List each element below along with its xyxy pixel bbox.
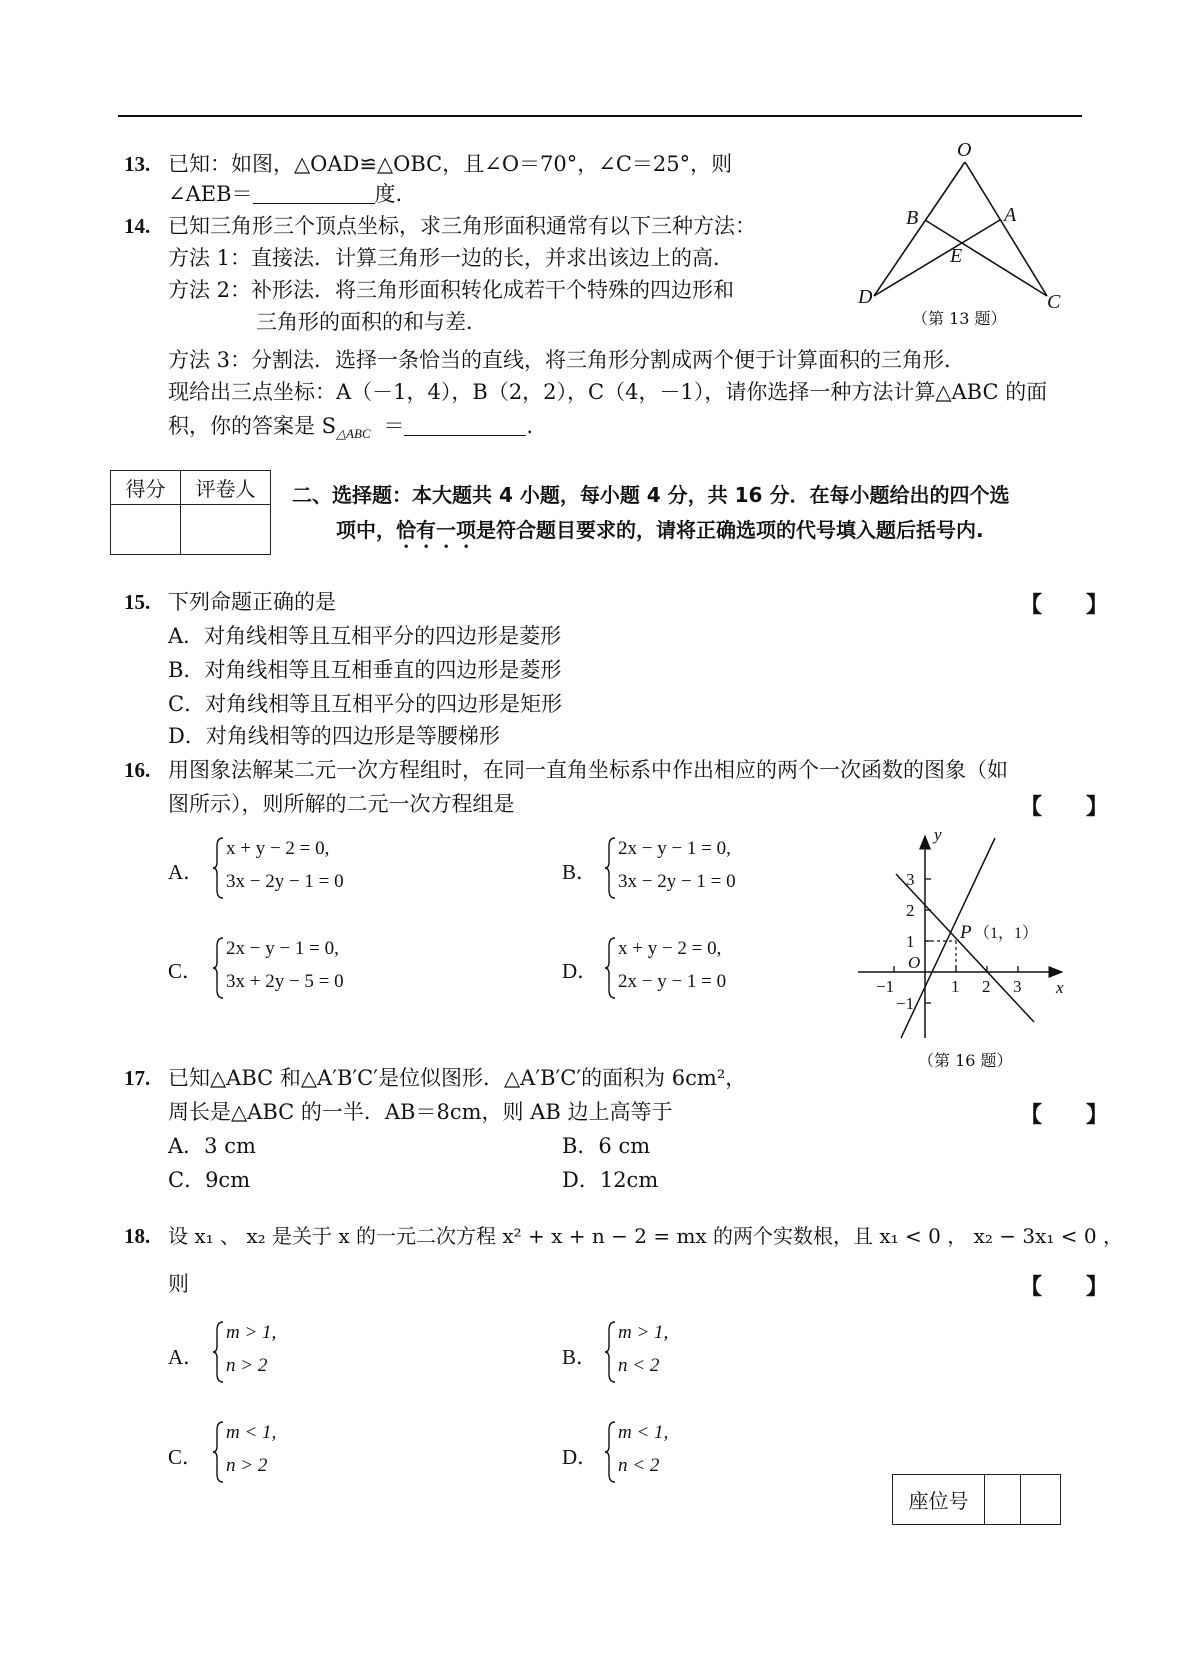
q16-option-d-eq2: 2x − y − 1 = 0 xyxy=(618,971,727,992)
q16-xtick-label-1: 1 xyxy=(951,977,960,996)
q16-option-d-system xyxy=(604,936,774,1000)
q13-number: 13. xyxy=(124,152,151,176)
q13-label-O: O xyxy=(957,140,972,161)
q16-number: 16. xyxy=(124,758,151,782)
q13-label-A: A xyxy=(1004,204,1017,226)
q14-line6-eq: ＝ xyxy=(383,414,405,438)
q13-line2-pre: ∠AEB＝ xyxy=(168,182,253,206)
q18-option-a-label: A． xyxy=(168,1345,205,1369)
q16-option-c-eq2: 3x + 2y − 5 = 0 xyxy=(226,971,344,992)
q16-ytick-label-2: 2 xyxy=(906,901,915,920)
q16-option-b-system xyxy=(604,836,774,900)
section2-line2-a: 项中， xyxy=(336,518,396,542)
q16-ytick-label-neg1: −1 xyxy=(896,994,915,1013)
grader-header: 评卷人 xyxy=(181,471,271,505)
q14-line6-pre: 积，你的答案是 S xyxy=(168,414,337,438)
q13-line1: 已知：如图，△OAD≌△OBC，且∠O＝70°，∠C＝25°，则 xyxy=(168,152,733,176)
q14-line6-sub: △ABC xyxy=(336,426,371,442)
q16-option-a-eq2: 3x − 2y − 1 = 0 xyxy=(226,871,344,892)
q13-line-OD xyxy=(874,162,965,296)
brace-icon xyxy=(604,1320,616,1384)
q13-label-C: C xyxy=(1047,291,1061,313)
q18-option-b-system xyxy=(604,1320,724,1384)
q14-method3: 方法 3：分割法．选择一条恰当的直线，将三角形分割成两个便于计算面积的三角形． xyxy=(168,348,966,372)
q13-answer-blank[interactable] xyxy=(253,182,375,204)
q18-option-b-label: B． xyxy=(562,1345,598,1369)
q15-answer-bracket[interactable]: 【 】 xyxy=(1020,592,1109,618)
q13-line2-post: 度. xyxy=(374,182,403,206)
brace-icon xyxy=(212,936,224,1000)
q13-label-D: D xyxy=(858,286,873,308)
q16-y-label: y xyxy=(934,826,942,844)
seat-number-label: 座位号 xyxy=(893,1475,985,1525)
q16-answer-bracket[interactable]: 【 】 xyxy=(1020,794,1109,820)
q16-point-coord: （1，1） xyxy=(974,925,1039,942)
brace-icon xyxy=(604,836,616,900)
q14-method2b: 三角形的面积的和与差． xyxy=(256,310,487,334)
brace-icon xyxy=(212,836,224,900)
q14-line6-post: . xyxy=(526,414,533,438)
q16-option-c-label: C． xyxy=(168,959,204,983)
q16-option-b-label: B． xyxy=(562,860,598,884)
q16-ytick-label-1: 1 xyxy=(906,932,915,951)
q18-number: 18. xyxy=(124,1224,151,1248)
q13-line-CB xyxy=(925,220,1047,296)
q16-xtick-label-neg1: −1 xyxy=(876,977,895,996)
q14-answer-blank[interactable] xyxy=(404,414,526,436)
q18-option-c-eq1: m < 1, xyxy=(226,1422,277,1443)
q13-label-E: E xyxy=(950,245,963,267)
section2-line2-b: 是符合题目要求的，请将正确选项的代号填入题后括号内. xyxy=(476,518,984,542)
q14-method2a: 方法 2：补形法．将三角形面积转化成若干个特殊的四边形和 xyxy=(168,278,735,302)
q18-line1: 设 x₁ 、 x₂ 是关于 x 的一元二次方程 x² + x + n − 2 = mx 的两个实数根，且 x₁ < 0 ， x₂ − 3x₁ < 0 ， xyxy=(168,1224,1123,1248)
q18-line2: 则 xyxy=(168,1272,189,1296)
brace-icon xyxy=(212,1320,224,1384)
seat-number-cell-2[interactable] xyxy=(1021,1475,1061,1525)
q15-option-b: B．对角线相等且互相垂直的四边形是菱形 xyxy=(168,658,562,682)
q16-option-a-system xyxy=(212,836,382,900)
q15-number: 15. xyxy=(124,590,151,614)
q18-option-b-eq2: n < 2 xyxy=(618,1355,660,1376)
q13-line-DA xyxy=(874,220,1000,296)
q13-figure-caption: （第 13 题） xyxy=(912,309,1007,328)
q17-option-a: A．3 cm xyxy=(168,1134,256,1158)
q14-method1: 方法 1：直接法．计算三角形一边的长，并求出该边上的高． xyxy=(168,246,735,270)
q18-answer-bracket[interactable]: 【 】 xyxy=(1020,1274,1109,1300)
q16-option-d-eq1: x + y − 2 = 0, xyxy=(618,938,722,959)
q16-line1: 用图象法解某二元一次方程组时，在同一直角坐标系中作出相应的两个一次函数的图象（如 xyxy=(168,758,1008,782)
top-rule xyxy=(118,115,1082,117)
q16-option-c-eq1: 2x − y − 1 = 0, xyxy=(226,938,339,959)
q16-option-b-eq2: 3x − 2y − 1 = 0 xyxy=(618,871,736,892)
q18-option-d-eq2: n < 2 xyxy=(618,1455,660,1476)
brace-icon xyxy=(604,1420,616,1484)
q15-option-d: D．对角线相等的四边形是等腰梯形 xyxy=(168,724,500,748)
brace-icon xyxy=(604,936,616,1000)
seat-number-cell-1[interactable] xyxy=(985,1475,1021,1525)
q16-option-c-system xyxy=(212,936,382,1000)
q18-option-a-system xyxy=(212,1320,332,1384)
q18-option-a-eq1: m > 1, xyxy=(226,1322,277,1343)
q13-label-B: B xyxy=(906,207,919,229)
grader-cell[interactable] xyxy=(181,505,271,555)
q13-line2 xyxy=(168,180,402,208)
q14-number: 14. xyxy=(124,214,151,238)
section2-line1: 二、选择题：本大题共 4 小题，每小题 4 分，共 16 分．在每小题给出的四个选 xyxy=(292,483,1010,507)
q17-option-c: C．9cm xyxy=(168,1168,251,1192)
q17-number: 17. xyxy=(124,1066,151,1090)
q14-line6 xyxy=(168,412,533,448)
q16-option-a-eq1: x + y − 2 = 0, xyxy=(226,838,330,859)
q16-option-d-label: D． xyxy=(562,959,599,983)
q16-xtick-label-2: 2 xyxy=(982,977,991,996)
q16-xtick-label-3: 3 xyxy=(1013,977,1022,996)
q17-option-b: B．6 cm xyxy=(562,1134,651,1158)
q14-line1: 已知三角形三个顶点坐标，求三角形面积通常有以下三种方法： xyxy=(168,214,756,238)
q15-stem: 下列命题正确的是 xyxy=(168,590,336,614)
q17-line1: 已知△ABC 和△A′B′C′是位似图形．△A′B′C′的面积为 6cm²， xyxy=(168,1066,747,1090)
section2-line2-emphasis: 恰有一项 xyxy=(396,518,476,542)
section2-line2 xyxy=(336,516,984,553)
q18-option-c-eq2: n > 2 xyxy=(226,1455,268,1476)
q17-line2: 周长是△ABC 的一半．AB＝8cm，则 AB 边上高等于 xyxy=(168,1100,673,1124)
q17-answer-bracket[interactable]: 【 】 xyxy=(1020,1102,1109,1128)
score-cell[interactable] xyxy=(111,505,181,555)
q15-option-a: A．对角线相等且互相平分的四边形是菱形 xyxy=(168,624,562,648)
q18-option-d-label: D． xyxy=(562,1445,599,1469)
q16-origin-label: O xyxy=(908,953,921,972)
q16-point-name: P xyxy=(960,922,972,943)
score-header: 得分 xyxy=(111,471,181,505)
q16-x-label: x xyxy=(1056,978,1064,997)
score-table xyxy=(110,470,271,555)
q18-option-d-eq1: m < 1, xyxy=(618,1422,669,1443)
q18-option-d-system xyxy=(604,1420,724,1484)
q14-line5: 现给出三点坐标：A（－1，4），B（2，2），C（4，－1），请你选择一种方法计算△ABC 的面 xyxy=(168,380,1048,404)
seat-number-box xyxy=(892,1474,1061,1525)
q13-line-OC xyxy=(965,162,1047,296)
q16-ytick-label-3: 3 xyxy=(906,870,915,889)
q18-option-a-eq2: n > 2 xyxy=(226,1355,268,1376)
q16-line-2 xyxy=(896,874,1034,1022)
q16-option-b-eq1: 2x − y − 1 = 0, xyxy=(618,838,731,859)
q16-graph-caption: （第 16 题） xyxy=(918,1051,1013,1070)
q16-line2: 图所示），则所解的二元一次方程组是 xyxy=(168,792,515,816)
q16-option-a-label: A． xyxy=(168,860,205,884)
q18-option-c-label: C． xyxy=(168,1445,204,1469)
q15-option-c: C．对角线相等且互相平分的四边形是矩形 xyxy=(168,692,563,716)
q18-option-c-system xyxy=(212,1420,332,1484)
q18-option-b-eq1: m > 1, xyxy=(618,1322,669,1343)
brace-icon xyxy=(212,1420,224,1484)
q17-option-d: D．12cm xyxy=(562,1168,659,1192)
q16-graph xyxy=(850,826,1080,1046)
